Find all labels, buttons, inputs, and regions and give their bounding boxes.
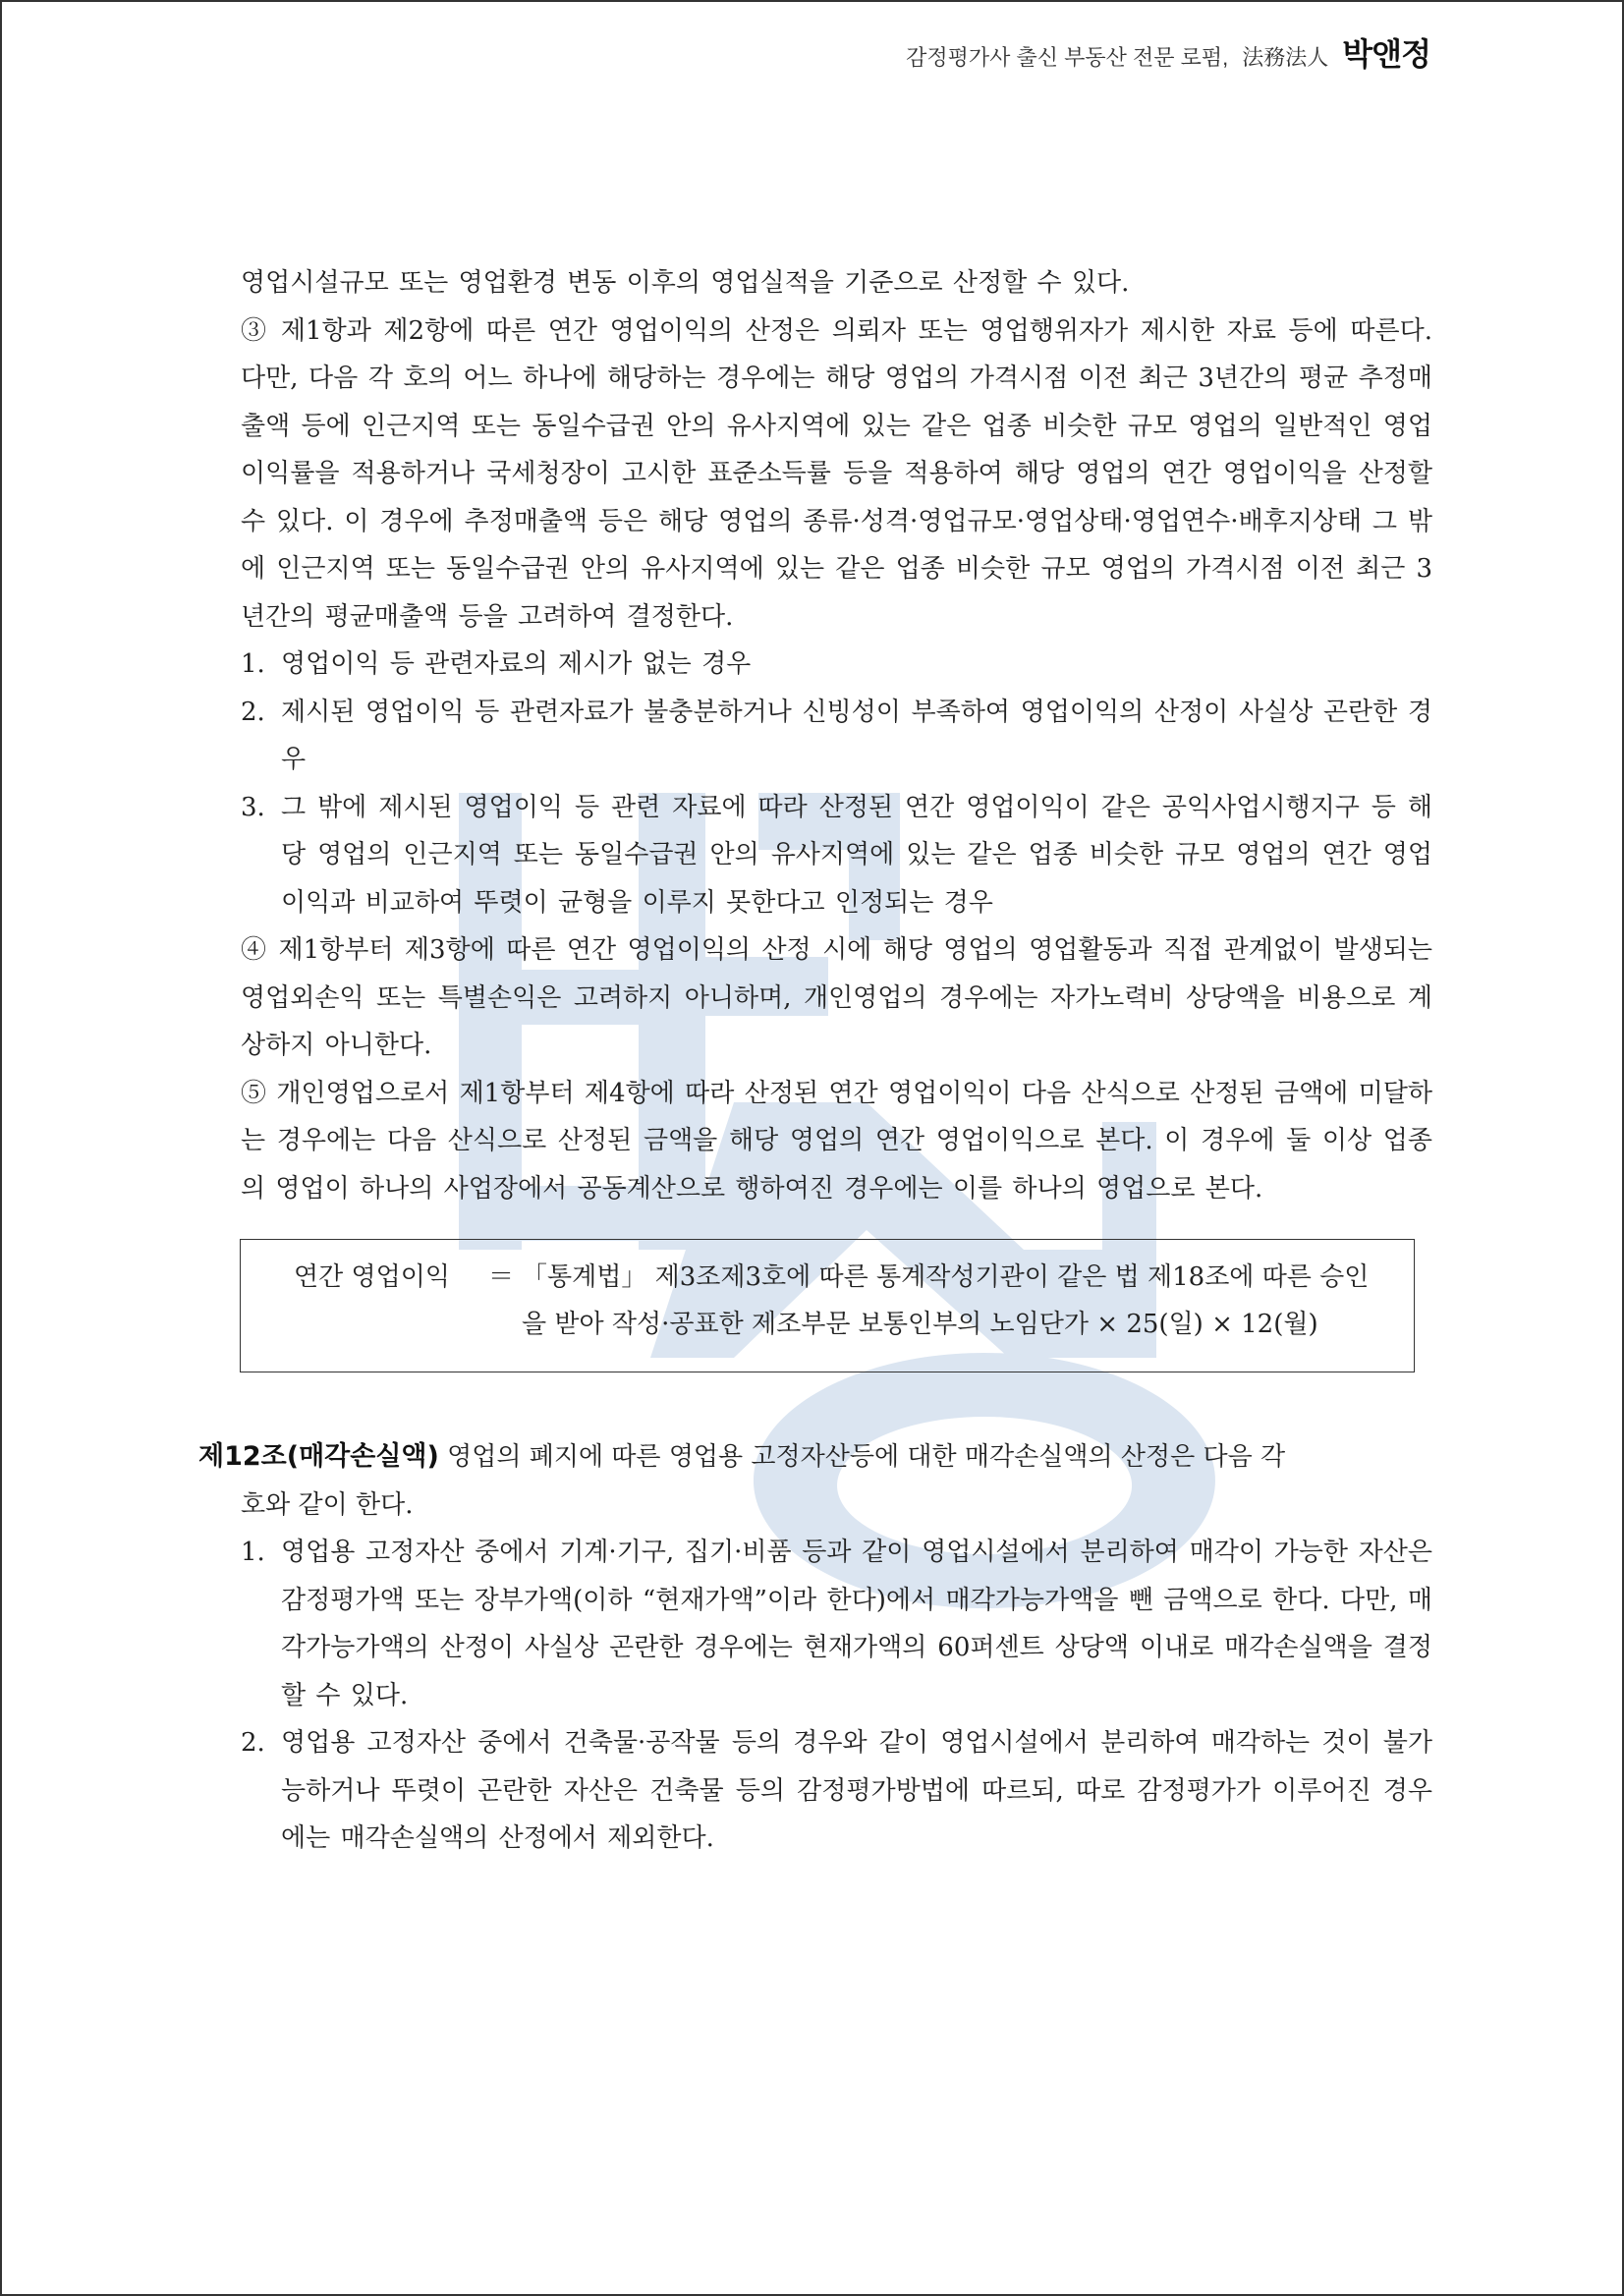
formula-expression-continued: 을 받아 작성·공표한 제조부문 보통인부의 노임단가 × 25(일) × 12(월) xyxy=(522,1310,1318,1339)
header-tagline: 감정평가사 출신 부동산 전문 로펌, xyxy=(906,45,1229,70)
paragraph-4: ④ 제1항부터 제3항에 따른 연간 영업이익의 산정 시에 해당 영업의 영업활동과 직접 관계없이 발생되는 영업외손익 또는 특별손익은 고려하지 아니하며, 개인영업의 경우에는 자가노력비 상당액을 비용으로 계상하지 아니한다. xyxy=(241,935,1432,1060)
page-header xyxy=(906,29,1430,75)
formula-expression: 「통계법」 제3조제3호에 따른 통계작성기관이 같은 법 제18조에 따른 승인 xyxy=(522,1262,1370,1292)
article-heading-line xyxy=(198,1433,1432,1482)
list-item-number: 1. xyxy=(241,1538,265,1567)
list-item-number: 2. xyxy=(241,1728,265,1758)
formula-row xyxy=(294,1254,1406,1301)
article-12 xyxy=(198,1433,1432,1863)
formula-label: 연간 영업이익 xyxy=(294,1262,450,1292)
list-item-number: 2. xyxy=(241,697,265,727)
list-item xyxy=(241,641,1432,689)
article-title: 제12조(매각손실액) xyxy=(198,1441,439,1472)
list-item-text: 영업이익 등 관련자료의 제시가 없는 경우 xyxy=(281,649,752,679)
header-firm-label: 法務法人 xyxy=(1242,45,1329,70)
list-item-text: 제시된 영업이익 등 관련자료가 불충분하거나 신빙성이 부족하여 영업이익의 산정이 사실상 곤란한 경우 xyxy=(281,697,1432,774)
list-item xyxy=(241,784,1432,927)
document-body xyxy=(198,259,1432,1863)
list-item-text: 영업용 고정자산 중에서 기계·기구, 집기·비품 등과 같이 영업시설에서 분리하여 매각이 가능한 자산은 감정평가액 또는 장부가액(이하 “현재가액”이라 한다)에서 매각가능가액을 뺀 금액으로 한다. 다만, 매각가능가액의 산정이 사실상 곤란한 경우에는 현재가액의 60퍼센트 상당액 이내로 매각손실액을 결정할 수 있다. xyxy=(281,1538,1432,1710)
paragraph-5: ⑤ 개인영업으로서 제1항부터 제4항에 따라 산정된 연간 영업이익이 다음 산식으로 산정된 금액에 미달하는 경우에는 다음 산식으로 산정된 금액을 해당 영업의 연간 영업이익으로 본다. 이 경우에 둘 이상 업종의 영업이 하나의 사업장에서 공동계산으로 행하여진 경우에는 이를 하나의 영업으로 본다. xyxy=(241,1078,1432,1204)
list-item-number: 3. xyxy=(241,792,265,822)
list-item-number: 1. xyxy=(241,649,265,679)
paragraph-3: ③ 제1항과 제2항에 따른 연간 영업이익의 산정은 의뢰자 또는 영업행위자가 제시한 자료 등에 따른다. 다만, 다음 각 호의 어느 하나에 해당하는 경우에는 해당 영업의 가격시점 이전 최근 3년간의 평균 추정매출액 등에 인근지역 또는 동일수급권 안의 유사지역에 있는 같은 업종 비슷한 규모 영업의 일반적인 영업이익률을 적용하거나 국세청장이 고시한 표준소득률 등을 적용하여 해당 영업의 연간 영업이익을 산정할 수 있다. 이 경우에 추정매출액 등은 해당 영업의 종류·성격·영업규모·영업상태·영업연수·배후지상태 그 밖에 인근지역 또는 동일수급권 안의 유사지역에 있는 같은 업종 비슷한 규모 영업의 가격시점 이전 최근 3년간의 평균매출액 등을 고려하여 결정한다. xyxy=(241,315,1432,632)
article-intro-continued: 호와 같이 한다. xyxy=(241,1489,414,1520)
formula-equals-sign: ＝ xyxy=(487,1262,514,1292)
formula-box xyxy=(240,1239,1415,1372)
list-item xyxy=(241,1529,1432,1719)
firm-logo-text: 박앤정 xyxy=(1342,36,1430,72)
list-item-text: 그 밖에 제시된 영업이익 등 관련 자료에 따라 산정된 연간 영업이익이 같은 공익사업시행지구 등 해당 영업의 인근지역 또는 동일수급권 안의 유사지역에 있는 같은 업종 비슷한 규모 영업의 연간 영업이익과 비교하여 뚜렷이 균형을 이루지 못한다고 인정되는 경우 xyxy=(281,792,1432,918)
list-item-text: 영업용 고정자산 중에서 건축물·공작물 등의 경우와 같이 영업시설에서 분리하여 매각하는 것이 불가능하거나 뚜렷이 곤란한 자산은 건축물 등의 감정평가방법에 따르되, 따로 감정평가가 이루어진 경우에는 매각손실액의 산정에서 제외한다. xyxy=(281,1728,1432,1853)
list-item xyxy=(241,1719,1432,1863)
paragraph-continuation: 영업시설규모 또는 영업환경 변동 이후의 영업실적을 기준으로 산정할 수 있다. xyxy=(241,268,1130,298)
article-intro: 영업의 폐지에 따른 영업용 고정자산등에 대한 매각손실액의 산정은 다음 각 xyxy=(447,1442,1286,1472)
list-item xyxy=(241,689,1432,784)
